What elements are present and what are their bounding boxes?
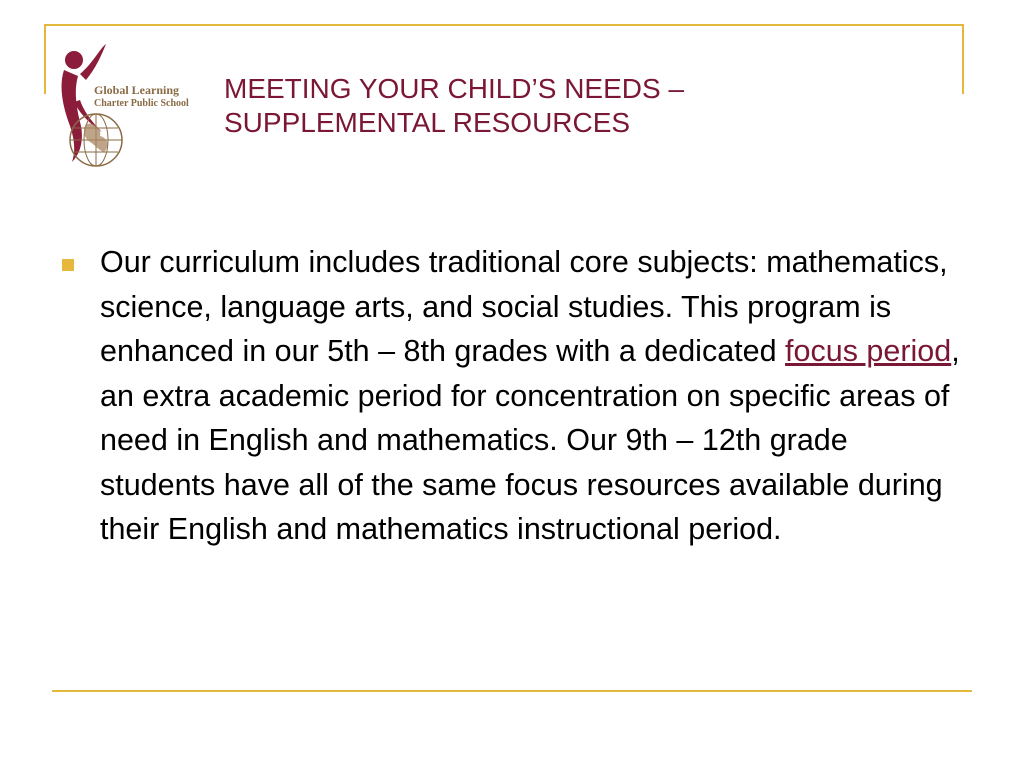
top-rule [44,24,964,26]
bullet-text-end: , an extra academic period for concentration on specific areas of need in English and mathematics. Our 9th – 12th grade students have all of the same focus resources available during their English and mathematics instructional period. [100,334,960,546]
school-logo [50,40,190,170]
slide-title [224,72,944,140]
logo-wordmark [94,84,189,109]
bullet-paragraph [100,240,967,552]
left-rule [44,24,46,94]
bullet-item [62,240,967,552]
bullet-text-start: Our curriculum includes traditional core subjects: mathematics, science, language arts, and social studies. This program is enhanced in our 5th – 8th grades with a dedicated [100,245,948,368]
square-bullet-icon [62,259,74,271]
right-rule [962,24,964,94]
slide-title-line-2: SUPPLEMENTAL RESOURCES [224,107,631,138]
focus-period-link[interactable]: focus period [785,334,952,368]
slide-title-line-1: MEETING YOUR CHILD’S NEEDS – [224,73,685,104]
slide-body [62,240,967,552]
bottom-rule [52,690,972,692]
logo-line-1: Global Learning [94,83,180,97]
logo-line-2: Charter Public School [94,97,189,109]
